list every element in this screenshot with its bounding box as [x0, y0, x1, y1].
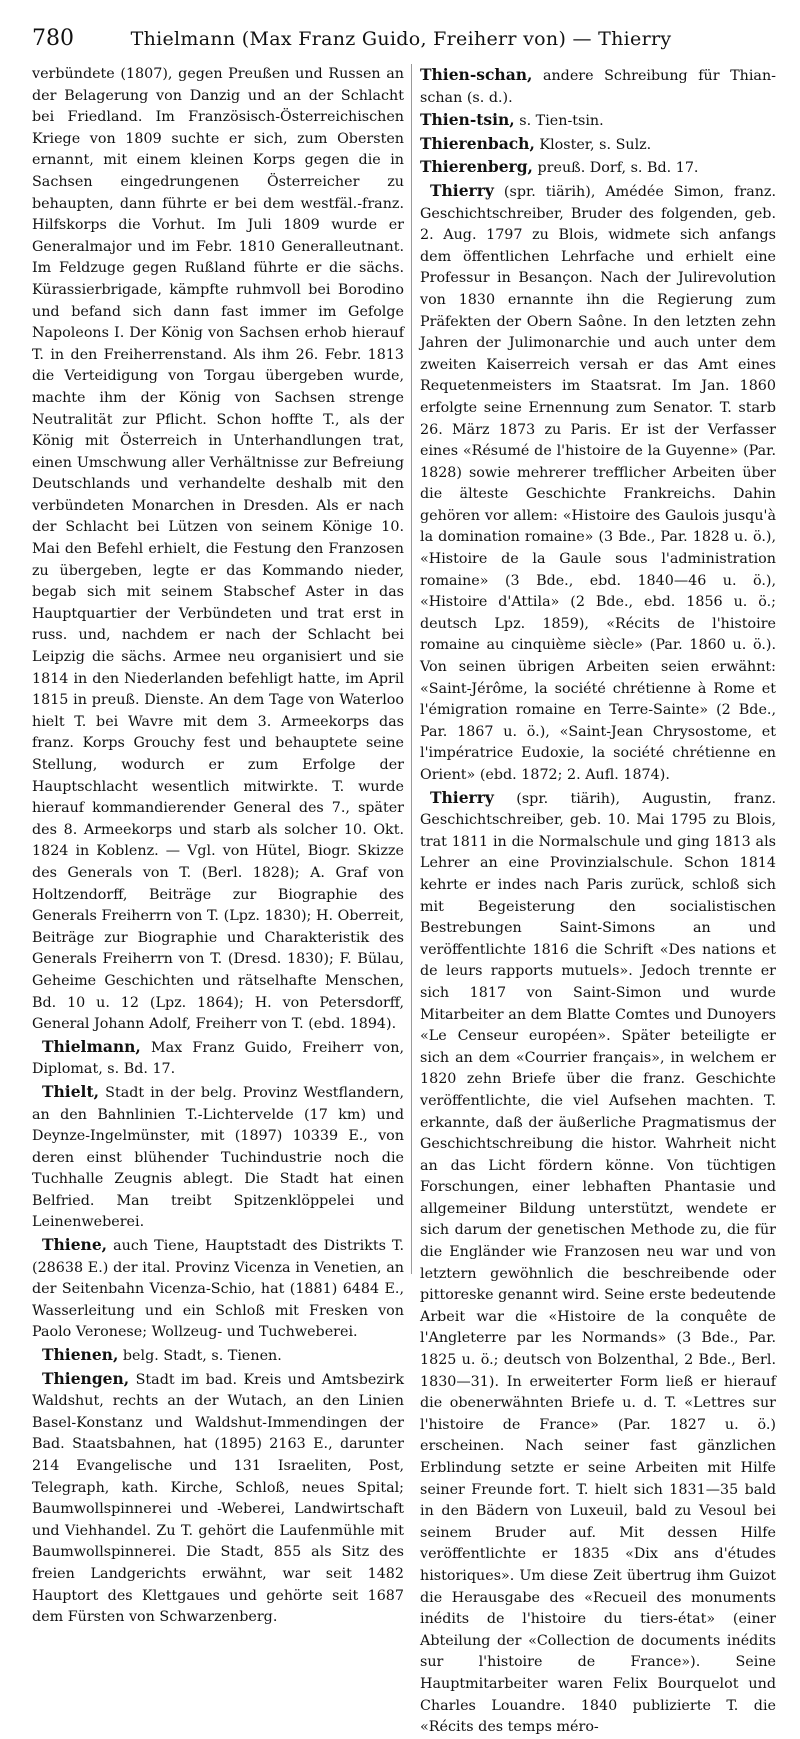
entry-text: Stadt im bad. Kreis und Amtsbezirk Waldshut, rechts an der Wutach, an den Linien Basel-Konstanz und Waldshut-Immendingen der Bad. Staatsbahnen, hat (1895) 2163 E., darunter 214 Evangelische und 131 Israeliten, Post, Telegraph, kath. Kirche, Schloß, neues Spital; Baumwollspinnerei und -Weberei, Landwirtschaft und Viehhandel. Zu T. gehört die Laufenmühle mit Baumwollspinnerei. Die Stadt, 855 als Sitz des freien Landgerichts erwähnt, war seit 1482 Hauptort des Klettgaues und gehörte seit 1687 dem Fürsten von Schwarzenberg. — [32, 1371, 404, 1626]
entry-headword: Thielmann, — [42, 1036, 141, 1056]
entry-text: (spr. tiärih), Augustin, franz. Geschichtschreiber, geb. 10. Mai 1795 zu Blois, trat 1811 in die Normalschule und ging 1813 als Lehrer an eine Provinzialschule. Schon 1814 kehrte er indes nach Paris zurück, schloß sich mit Begeisterung den socialistischen Bestrebungen Saint-Simons an und veröffentlichte 1816 die Schrift «Des nations et de leurs rapports mutuels». Jedoch trennte er sich 1817 von Saint-Simon und wurde Mitarbeiter an dem Blatte Comtes und Dunoyers «Le Censeur européen». Später beteiligte er sich an dem «Courrier français», in welchem er 1820 zehn Briefe über die franz. Geschichte veröffentlichte, die viel Aufsehen machten. T. erkannte, daß der äußerliche Pragmatismus der Geschichtschreibung die histor. Wahrheit nicht an das Licht fördern könne. Von tüchtigen Forschungen, einer lebhaften Phantasie und allgemeiner Bildung unterstützt, wendete er sich darum der genetischen Methode zu, die für die Engländer wie Franzosen neu war und von letztern gewöhnlich die beschreibende oder pittoreske genannt wird. Seine erste bedeutende Arbeit war die «Histoire de la conquête de l'Angleterre par les Normands» (3 Bde., Par. 1825 u. ö.; deutsch von Bolzenthal, 2 Bde., Berl. 1830—31). In erweiterter Form ließ er hierauf die obenerwähnten Briefe u. d. T. «Lettres sur l'histoire de France» (Par. 1827 u. ö.) erscheinen. Nach seiner fast gänzlichen Erblindung setzte er seine Arbeiten mit Hilfe seiner Freunde fort. T. hielt sich 1831—35 bald in den Bädern von Luxeuil, bald zu Vesoul bei seinem Bruder auf. Mit dessen Hilfe veröffentlichte er 1835 «Dix ans d'études historiques». Um diese Zeit übertrug ihm Guizot die Herausgabe des «Recueil des monuments inédits de l'histoire du tiers-état» (einer Abteilung der «Collection de documents inédits sur l'histoire de France»). Seine Hauptmitarbeiter waren Felix Bourquelot und Charles Louandre. 1840 publizierte T. die «Récits des temps méro- — [420, 790, 776, 1736]
entry — [420, 787, 776, 1739]
entry-headword: Thierenbach, — [420, 133, 535, 153]
entry-headword: Thielt, — [42, 1081, 99, 1101]
entry-text: andere Schreibung für Thian-schan (s. d.). — [420, 68, 776, 106]
entry — [32, 1368, 404, 1629]
running-title: Thielmann (Max Franz Guido, Freiherr von) — Thierry — [130, 28, 672, 50]
entry-text: s. Tien-tsin. — [514, 113, 604, 130]
entry-headword: Thien-schan, — [420, 65, 533, 84]
entry-headword: Thien-tsin, — [420, 110, 515, 130]
left-column — [32, 64, 404, 1629]
entry-text: preuß. Dorf, s. Bd. 17. — [532, 160, 699, 177]
entry — [420, 133, 776, 157]
page-number: 780 — [32, 26, 74, 51]
entry-text: Kloster, s. Sulz. — [534, 136, 652, 153]
entry-headword: Thiene, — [42, 1235, 108, 1255]
entry-text: (spr. tiärih), Amédée Simon, franz. Geschichtschreiber, Bruder des folgenden, geb. 2. Aug. 1797 zu Blois, widmete sich anfangs dem öffentlichen Lehrfache und erhielt eine Professur in Besançon. Nach der Julirevolution von 1830 ernannte ihn die Regierung zum Präfekten der Obern Saône. In den letzten zehn Jahren der Julimonarchie und auch unter dem zweiten Kaiserreich versah er das Amt eines Requetenmeisters im Staatsrat. Im Jan. 1860 erfolgte seine Ernennung zum Senator. T. starb 26. März 1873 zu Paris. Er ist der Verfasser eines «Résumé de l'histoire de la Guyenne» (Par. 1828) sowie mehrerer trefflicher Arbeiten über die älteste Geschichte Frankreichs. Dahin gehören vor allem: «Histoire des Gaulois jusqu'à la domination romaine» (3 Bde., Par. 1828 u. ö.), «Histoire de la Gaule sous l'administration romaine» (3 Bde., ebd. 1840—46 u. ö.), «Histoire d'Attila» (2 Bde., ebd. 1856 u. ö.; deutsch Lpz. 1859), «Récits de l'histoire romaine au cinquième siècle» (Par. 1860 u. ö.). Von seinen übrigen Arbeiten seien erwähnt: «Saint-Jérôme, la société chrétienne à Rome et l'émigration romaine en Terre-Sainte» (2 Bde., Par. 1867 u. ö.), «Saint-Jean Chrysostome, et l'impératrice Eudoxie, la société chrétienne en Orient» (ebd. 1872; 2. Aufl. 1874). — [420, 183, 776, 783]
entry-text: Stadt in der belg. Provinz Westflandern, an den Bahnlinien T.-Lichtervelde (17 km) und Deynze-Ingelmünster, mit (1897) 10339 E., von deren einst blühender Tuchindustrie noch die Tuchhalle Zeugnis ablegt. Die Stadt hat einen Belfried. Man treibt Spitzenklöppelei und Leinenweberei. — [32, 1084, 404, 1231]
entry — [32, 1081, 404, 1234]
entry-headword: Thierry — [430, 787, 494, 807]
entry-headword: Thierry — [430, 180, 494, 200]
entry — [420, 180, 776, 787]
entry — [32, 1344, 404, 1368]
entry — [420, 156, 776, 180]
entry-continuation — [32, 64, 404, 1036]
entry — [32, 1234, 404, 1344]
right-column — [420, 64, 776, 1739]
entry-text: auch Tiene, Hauptstadt des Distrikts T. (28638 E.) der ital. Provinz Vicenza in Venetien, an der Seitenbahn Vicenza-Schio, hat (1881) 6484 E., Wasserleitung und ein Schloß mit Fresken von Paolo Veronese; Wollzeug- und Tuchweberei. — [32, 1238, 404, 1341]
entry — [32, 1036, 404, 1081]
entry-headword: Thiengen, — [42, 1368, 130, 1388]
entry — [420, 64, 776, 109]
entry-text: Max Franz Guido, Freiherr von, Diplomat, s. Bd. 17. — [32, 1039, 404, 1078]
entry-headword: Thienen, — [42, 1345, 119, 1365]
column-divider — [411, 64, 412, 1274]
entry-headword: Thierenberg, — [420, 157, 533, 177]
page-header — [32, 26, 770, 56]
entry — [420, 109, 776, 133]
entry-text: verbündete (1807), gegen Preußen und Russen an der Belagerung von Danzig und an der Schlacht bei Friedland. Im Französisch-Österreichischen Kriege von 1809 suchte er sich, zum Obersten ernannt, mit einem kleinen Korps gegen die in Sachsen eingedrungenen Österreicher zu behaupten, dann führte er bei dem westfäl.-franz. Hilfskorps die Vorhut. Im Juli 1809 wurde er Generalmajor und im Febr. 1810 Generalleutnant. Im Feldzuge gegen Rußland führte er die sächs. Kürassierbrigade, kämpfte ruhmvoll bei Borodino und befand sich dann fast immer im Gefolge Napoleons I. Der König von Sachsen erhob hierauf T. in den Freiherrenstand. Als ihm 26. Febr. 1813 die Verteidigung von Torgau übergeben wurde, machte ihm der König von Sachsen strenge Neutralität zur Pflicht. Schon hoffte T., als der König mit Österreich in Unterhandlungen trat, einen Umschwung aller Verhältnisse zur Befreiung Deutschlands und verhandelte deshalb mit den verbündeten Monarchen in Dresden. Als er nach der Schlacht bei Lützen von seinem Könige 10. Mai den Befehl erhielt, die Festung den Franzosen zu übergeben, legte er das Kommando nieder, begab sich mit seinem Stabschef Aster in das Hauptquartier der Verbündeten und trat erst in russ. und, nachdem er nach der Schlacht bei Leipzig die sächs. Armee neu organisiert und sie 1814 in den Niederlanden befehligt hatte, im April 1815 in preuß. Dienste. An dem Tage von Waterloo hielt T. bei Wavre mit dem 3. Armeekorps das franz. Korps Grouchy fest und behauptete seine Stellung, wodurch er zum Erfolge der Hauptschlacht wesentlich mitwirkte. T. wurde hierauf kommandierender General des 7., später des 8. Armeekorps und starb als solcher 10. Okt. 1824 in Koblenz. — Vgl. von Hütel, Biogr. Skizze des Generals von T. (Berl. 1828); A. Graf von Holtzendorff, Beiträge zur Biographie des Generals Freiherrn von T. (Lpz. 1830); H. Oberreit, Beiträge zur Biographie und Charakteristik des Generals Freiherrn von T. (Dresd. 1830); F. Bülau, Geheime Geschichten und rätselhafte Menschen, Bd. 10 u. 12 (Lpz. 1864); H. von Petersdorff, General Johann Adolf, Freiherr von T. (ebd. 1894). — [32, 66, 404, 1033]
entry-text: belg. Stadt, s. Tienen. — [118, 1348, 282, 1365]
